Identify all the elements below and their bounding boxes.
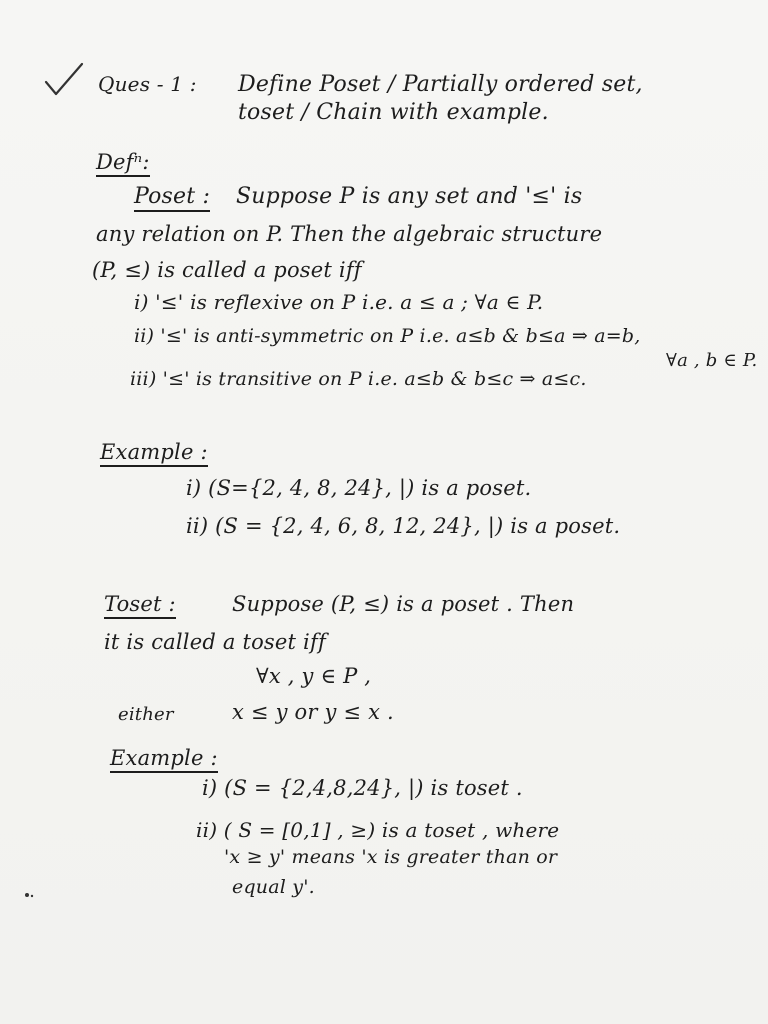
toset-example-2: ii) ( S = [0,1] , ≥) is a toset , where: [196, 818, 560, 842]
toset-line-4: x ≤ y or y ≤ x .: [232, 700, 394, 724]
poset-condition-1: i) '≤' is reflexive on P i.e. a ≤ a ; ∀a ∈ P.: [134, 290, 544, 314]
toset-example-heading: Example :: [110, 746, 218, 773]
definition-heading: Defⁿ:: [96, 150, 150, 177]
poset-condition-2: ii) '≤' is anti-symmetric on P i.e. a≤b & b≤a ⇒ a=b,: [134, 325, 641, 347]
poset-example-1: i) (S={2, 4, 8, 24}, |) is a poset.: [186, 476, 532, 500]
poset-example-2: ii) (S = {2, 4, 6, 8, 12, 24}, |) is a poset.: [186, 514, 621, 538]
toset-either: either: [118, 704, 174, 725]
poset-example-heading: Example :: [100, 440, 208, 467]
poset-term: Poset :: [134, 184, 210, 212]
question-line-2: toset / Chain with example.: [238, 100, 549, 125]
toset-example-4: equal y'.: [232, 876, 315, 898]
toset-term: Toset :: [104, 592, 176, 619]
toset-example-3: 'x ≥ y' means 'x is greater than or: [224, 846, 558, 868]
question-line-1: Define Poset / Partially ordered set,: [238, 72, 643, 97]
toset-line-3: ∀x , y ∈ P ,: [256, 664, 372, 688]
toset-line-2: it is called a toset iff: [104, 630, 326, 654]
checkmark-icon: [44, 60, 84, 100]
poset-condition-2-cont: ∀a , b ∈ P.: [666, 350, 758, 371]
toset-example-1: i) (S = {2,4,8,24}, |) is toset .: [202, 776, 523, 800]
toset-line-1: Suppose (P, ≤) is a poset . Then: [232, 592, 575, 616]
poset-condition-3: iii) '≤' is transitive on P i.e. a≤b & b≤c ⇒ a≤c.: [130, 368, 587, 390]
poset-line-3: (P, ≤) is called a poset iff: [92, 258, 362, 282]
question-label: Ques - 1 :: [98, 72, 197, 96]
margin-mark-icon: [24, 890, 34, 900]
poset-line-2: any relation on P. Then the algebraic structure: [96, 222, 603, 246]
poset-line-1: Suppose P is any set and '≤' is: [236, 184, 583, 209]
